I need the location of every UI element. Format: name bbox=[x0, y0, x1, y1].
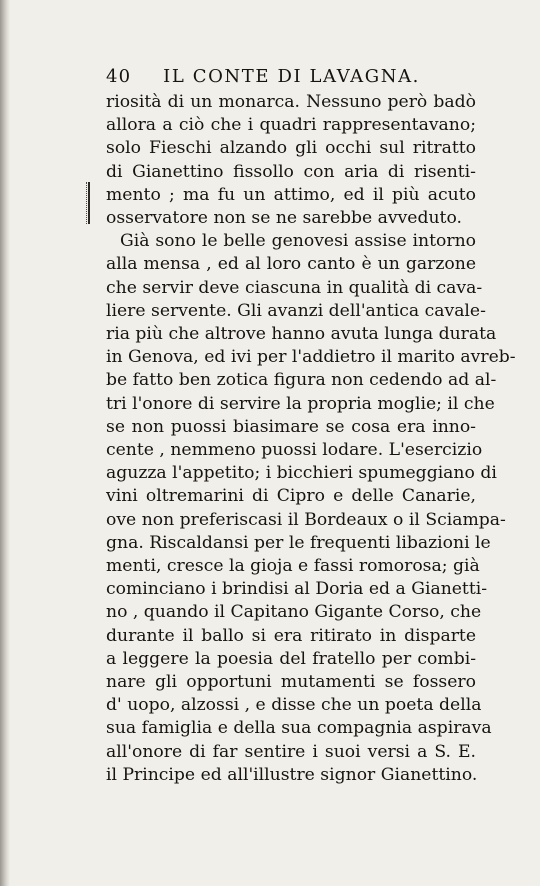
text-line: che servir deve ciascuna in qualità di cava- bbox=[106, 277, 483, 298]
text-line: Già sono le belle genovesi assise intorno bbox=[120, 231, 476, 252]
text-line: all'onore di far sentire i suoi versi a S. E. bbox=[106, 741, 476, 762]
text-line: ove non preferiscasi il Bordeaux o il Sciampa- bbox=[106, 509, 506, 530]
text-line: ria più che altrove hanno avuta lunga durata bbox=[106, 324, 497, 345]
text-line: nare gli opportuni mutamenti se fossero bbox=[106, 672, 476, 693]
margin-pencil-mark bbox=[88, 182, 93, 224]
paragraph bbox=[106, 230, 516, 787]
text-line: menti, cresce la gioja e fassi romorosa; già bbox=[106, 556, 480, 577]
body-text bbox=[106, 91, 516, 787]
running-title: IL CONTE DI LAVAGNA. bbox=[163, 66, 420, 87]
text-line: d' uopo, alzossi , e disse che un poeta della bbox=[106, 695, 482, 716]
page-number: 40 bbox=[106, 66, 132, 87]
text-line: mento ; ma fu un attimo, ed il più acuto bbox=[106, 184, 476, 205]
text-line: di Gianettino fissollo con aria di risenti- bbox=[106, 161, 476, 182]
paragraph bbox=[106, 91, 476, 230]
text-line: in Genova, ed ivi per l'addietro il marito avreb- bbox=[106, 347, 516, 368]
text-line: cominciano i brindisi al Doria ed a Gianetti- bbox=[106, 579, 488, 600]
text-line: osservatore non se ne sarebbe avveduto. bbox=[106, 208, 462, 229]
text-line: solo Fieschi alzando gli occhi sul ritratto bbox=[106, 138, 476, 159]
text-line: sua famiglia e della sua compagnia aspirava bbox=[106, 718, 492, 739]
text-line: cente , nemmeno puossi lodare. L'esercizio bbox=[106, 440, 483, 461]
text-line: riosità di un monarca. Nessuno però badò bbox=[106, 92, 476, 112]
spine-shadow bbox=[0, 0, 10, 886]
text-line: aguzza l'appetito; i bicchieri spumeggiano di bbox=[106, 463, 497, 484]
text-line: gna. Riscaldansi per le frequenti libazioni le bbox=[106, 532, 491, 553]
running-head bbox=[106, 66, 420, 87]
text-line: no , quando il Capitano Gigante Corso, che bbox=[106, 602, 482, 623]
text-line: durante il ballo si era ritirato in disparte bbox=[106, 625, 476, 646]
text-line: il Principe ed all'illustre signor Gianettino. bbox=[106, 764, 478, 785]
text-line: allora a ciò che i quadri rappresentavano; bbox=[106, 115, 476, 136]
paragraph-container bbox=[106, 91, 516, 787]
text-line: a leggere la poesia del fratello per combi- bbox=[106, 648, 476, 669]
text-line: be fatto ben zotica figura non cedendo ad al- bbox=[106, 370, 497, 391]
text-line: alla mensa , ed al loro canto è un garzone bbox=[106, 254, 476, 275]
text-line: vini oltremarini di Cipro e delle Canarie, bbox=[106, 486, 476, 507]
text-line: se non puossi biasimare se cosa era inno- bbox=[106, 416, 476, 437]
text-line: liere servente. Gli avanzi dell'antica cavale- bbox=[106, 300, 486, 321]
text-line: tri l'onore di servire la propria moglie; il che bbox=[106, 393, 495, 414]
